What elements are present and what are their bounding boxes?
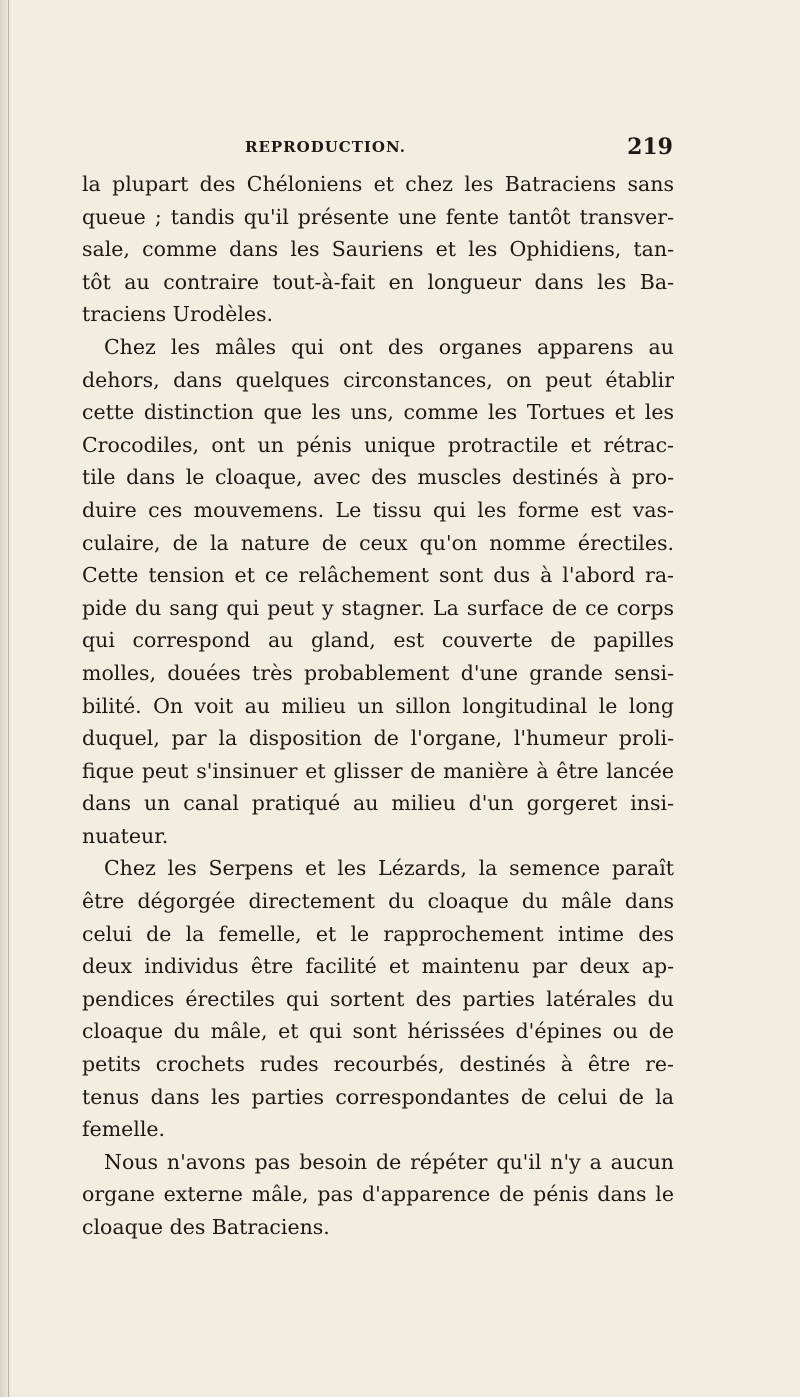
text-line: dehors, dans quelques circonstances, on peut établir [82,367,674,392]
text-line: duire ces mouvemens. Le tissu qui les forme est vas- [82,497,674,522]
text-line: petits crochets rudes recourbés, destinés à être re- [82,1052,674,1077]
text-line: culaire, de la nature de ceux qu'on nomme érectiles. [82,530,674,555]
text-line: être dégorgée directement du cloaque du mâle dans [82,889,674,914]
page-header [245,134,673,168]
text-line: sale, comme dans les Sauriens et les Ophidiens, tan- [82,237,674,262]
text-line: organe externe mâle, pas d'apparence de pénis dans le [82,1182,674,1207]
body-text [82,168,674,1244]
text-line: nuateur. [82,823,169,848]
text-line: femelle. [82,1117,166,1142]
text-line: celui de la femelle, et le rapprochement intime des [82,921,674,946]
text-line: traciens Urodèles. [82,302,274,327]
text-line: tôt au contraire tout-à-fait en longueur dans les Ba- [82,269,674,294]
text-line: Crocodiles, ont un pénis unique protractile et rétrac- [82,432,674,457]
page-binding-line [8,0,9,1397]
text-line: tile dans le cloaque, avec des muscles destinés à pro- [82,465,674,490]
text-line: tenus dans les parties correspondantes de celui de la [82,1084,674,1109]
text-line: duquel, par la disposition de l'organe, l'humeur proli- [82,726,674,751]
text-line: pendices érectiles qui sortent des parties latérales du [82,986,674,1011]
text-line: cette distinction que les uns, comme les Tortues et les [82,400,674,425]
text-line: queue ; tandis qu'il présente une fente tantôt transver- [82,204,674,229]
text-line: cloaque du mâle, et qui sont hérissées d'épines ou de [82,1019,674,1044]
text-line: la plupart des Chéloniens et chez les Batraciens sans [82,172,674,196]
text-line: dans un canal pratiqué au milieu d'un gorgeret insi- [82,791,674,816]
text-line: fique peut s'insinuer et glisser de manière à être lancée [82,758,674,783]
text-line: deux individus être facilité et maintenu par deux ap- [82,954,674,979]
page-number: 219 [627,134,673,160]
text-line: Chez les Serpens et les Lézards, la semence paraît [104,856,674,881]
text-line: cloaque des Batraciens. [82,1215,330,1239]
text-line: bilité. On voit au milieu un sillon longitudinal le long [82,693,674,718]
page-edge-shadow [0,0,12,1397]
text-line: Chez les mâles qui ont des organes apparens au [104,334,674,359]
text-line: Cette tension et ce relâchement sont dus à l'abord ra- [82,563,674,588]
text-line: Nous n'avons pas besoin de répéter qu'il n'y a aucun [104,1149,674,1174]
running-head: REPRODUCTION. [245,138,406,156]
text-line: molles, douées très probablement d'une grande sensi- [82,660,674,685]
text-line: qui correspond au gland, est couverte de papilles [82,628,674,653]
text-line: pide du sang qui peut y stagner. La surface de ce corps [82,595,674,620]
